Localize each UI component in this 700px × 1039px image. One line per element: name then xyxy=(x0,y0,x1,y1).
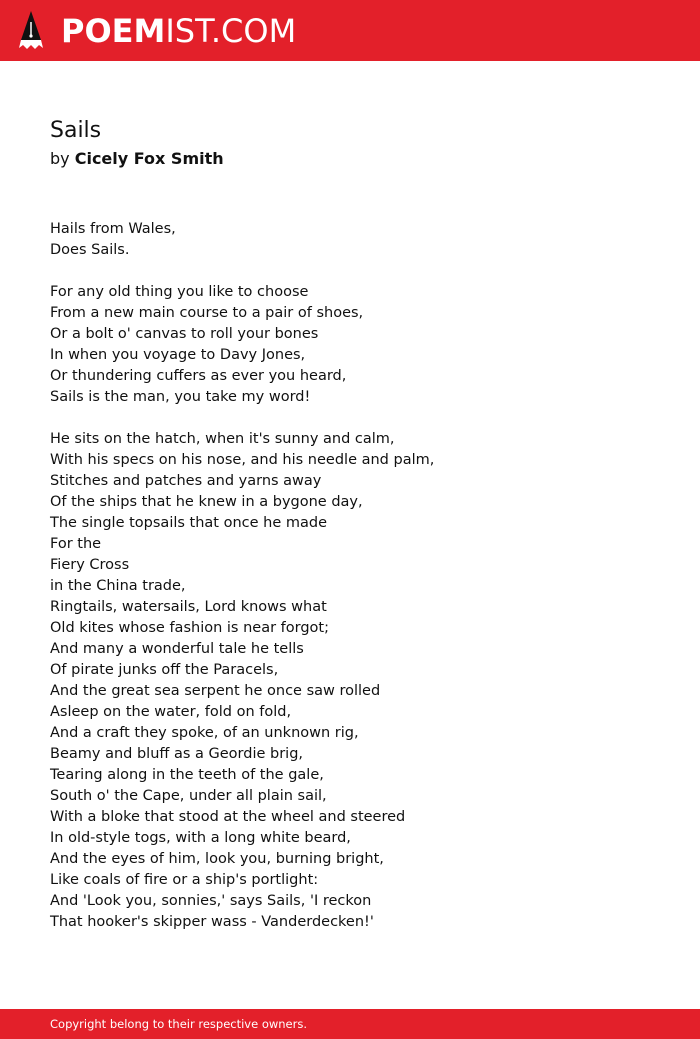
site-header xyxy=(0,0,700,61)
poem-line: Fiery Cross xyxy=(50,557,130,573)
poem-body xyxy=(50,219,650,954)
poem-line: Beamy and bluff as a Geordie brig, xyxy=(50,746,304,762)
logo-bold-text: POEM xyxy=(61,12,166,50)
poem-line: Or thundering cuffers as ever you heard, xyxy=(50,368,347,384)
copyright-text: Copyright belong to their respective owners. xyxy=(50,1017,308,1031)
poem-line: And many a wonderful tale he tells xyxy=(50,641,304,657)
site-logo[interactable] xyxy=(61,11,296,51)
poem-line: Does Sails. xyxy=(50,242,130,258)
poem-line: That hooker's skipper wass - Vanderdecken!' xyxy=(50,914,374,930)
poem-line: Asleep on the water, fold on fold, xyxy=(50,704,292,720)
logo-light-text: IST.COM xyxy=(165,12,297,50)
poem-line: In old-style togs, with a long white beard, xyxy=(50,830,351,846)
poem-line: And the great sea serpent he once saw rolled xyxy=(50,683,381,699)
poem-line: Like coals of fire or a ship's portlight: xyxy=(50,872,319,888)
pen-nib-icon xyxy=(18,10,44,51)
poem-line: He sits on the hatch, when it's sunny and calm, xyxy=(50,431,395,447)
poem-line: Sails is the man, you take my word! xyxy=(50,389,311,405)
poem-line: For any old thing you like to choose xyxy=(50,284,309,300)
poem-line: From a new main course to a pair of shoes, xyxy=(50,305,364,321)
poem-line: Ringtails, watersails, Lord knows what xyxy=(50,599,327,615)
stanza xyxy=(50,282,650,408)
poem-line: Hails from Wales, xyxy=(50,221,176,237)
poem-line: Of pirate junks off the Paracels, xyxy=(50,662,279,678)
poem-line: The single topsails that once he made xyxy=(50,515,328,531)
poem-line: And 'Look you, sonnies,' says Sails, 'I reckon xyxy=(50,893,372,909)
author-name: Cicely Fox Smith xyxy=(74,149,224,168)
poem-line: Old kites whose fashion is near forgot; xyxy=(50,620,329,636)
poem-line: Tearing along in the teeth of the gale, xyxy=(50,767,324,783)
poem-line: With a bloke that stood at the wheel and steered xyxy=(50,809,406,825)
byline xyxy=(50,148,224,170)
poem-line: South o' the Cape, under all plain sail, xyxy=(50,788,327,804)
poem-line: For the xyxy=(50,536,102,552)
site-footer xyxy=(0,1009,700,1039)
poem-line: With his specs on his nose, and his needle and palm, xyxy=(50,452,435,468)
poem-line: Of the ships that he knew in a bygone day, xyxy=(50,494,363,510)
poem-line: And a craft they spoke, of an unknown rig, xyxy=(50,725,359,741)
poem-line: Or a bolt o' canvas to roll your bones xyxy=(50,326,319,342)
poem-line: Stitches and patches and yarns away xyxy=(50,473,322,489)
poem-line: And the eyes of him, look you, burning bright, xyxy=(50,851,384,867)
poem-line: in the China trade, xyxy=(50,578,186,594)
poem-line: In when you voyage to Davy Jones, xyxy=(50,347,306,363)
poem-title: Sails xyxy=(50,118,102,143)
byline-prefix: by xyxy=(50,149,70,168)
stanza xyxy=(50,219,650,261)
stanza xyxy=(50,429,650,933)
